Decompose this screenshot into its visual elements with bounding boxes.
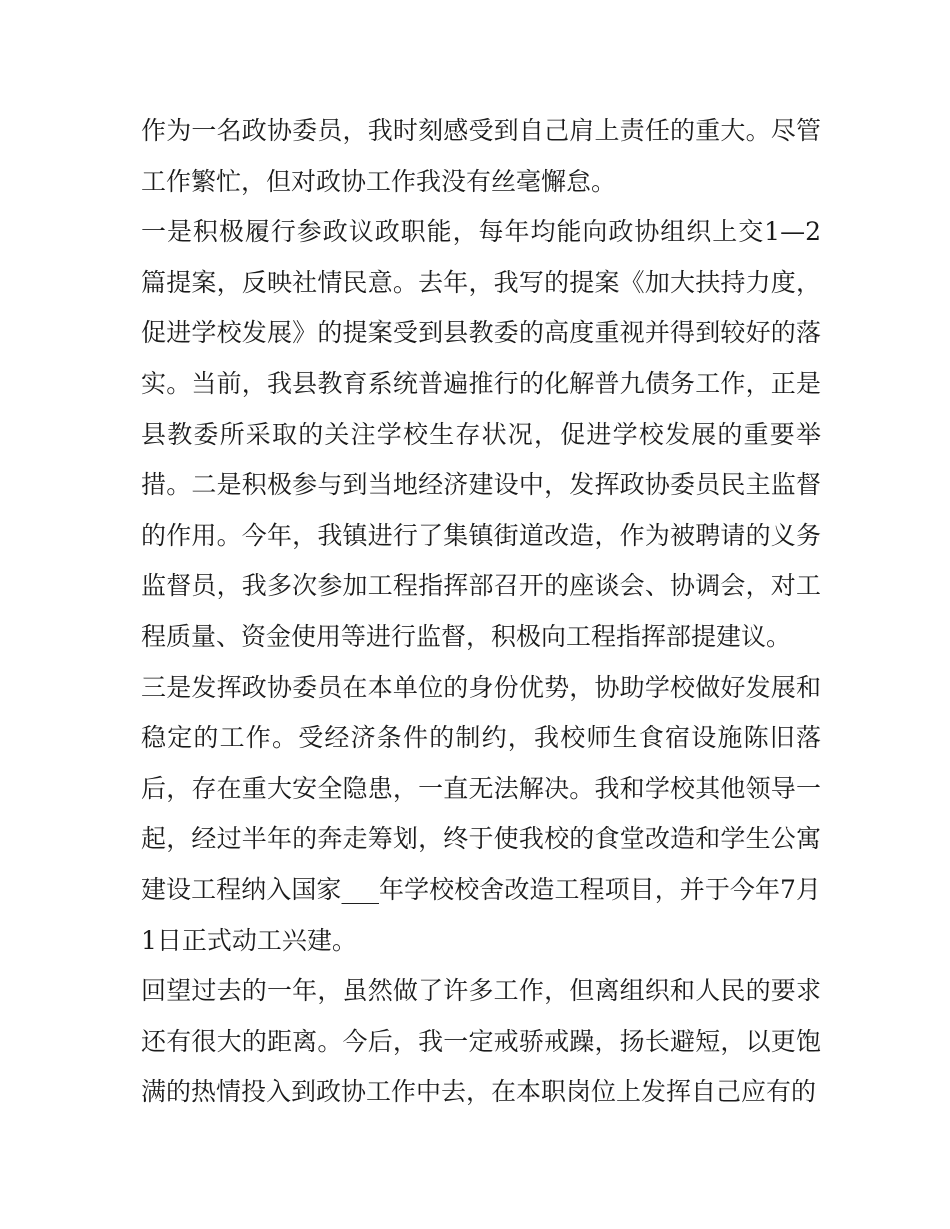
paragraph-2: 一是积极履行参政议政职能，每年均能向政协组织上交1—2篇提案，反映社情民意。去年，我写的提案《加大扶持力度，促进学校发展》的提案受到县教委的高度重视并得到较好的落实。当前，我县教育系统普遍推行的化解普九债务工作，正是县教委所采取的关注学校生存状况，促进学校发展的重要举措。二是积极参与到当地经济建设中，发挥政协委员民主监督的作用。今年，我镇进行了集镇街道改造，作为被聘请的义务监督员，我多次参加工程指挥部召开的座谈会、协调会，对工程质量、资金使用等进行监督，积极向工程指挥部提建议。 [141,217,821,651]
paragraph-1: 作为一名政协委员，我时刻感受到自己肩上责任的重大。尽管工作繁忙，但对政协工作我没有丝毫懈怠。 [141,116,821,196]
paragraph-4: 回望过去的一年，虽然做了许多工作，但离组织和人民的要求还有很大的距离。今后，我一定戒骄戒躁，扬长避短，以更饱满的热情投入到政协工作中去，在本职岗位上发挥自己应有的 [141,976,821,1107]
paragraph-3: 三是发挥政协委员在本单位的身份优势，协助学校做好发展和稳定的工作。受经济条件的制约，我校师生食宿设施陈旧落后，存在重大安全隐患，一直无法解决。我和学校其他领导一起，经过半年的奔走筹划，终于使我校的食堂改造和学生公寓建设工程纳入国家___年学校校舍改造工程项目，并于今年7月1日正式动工兴建。 [141,672,821,955]
document-body [141,106,821,1118]
